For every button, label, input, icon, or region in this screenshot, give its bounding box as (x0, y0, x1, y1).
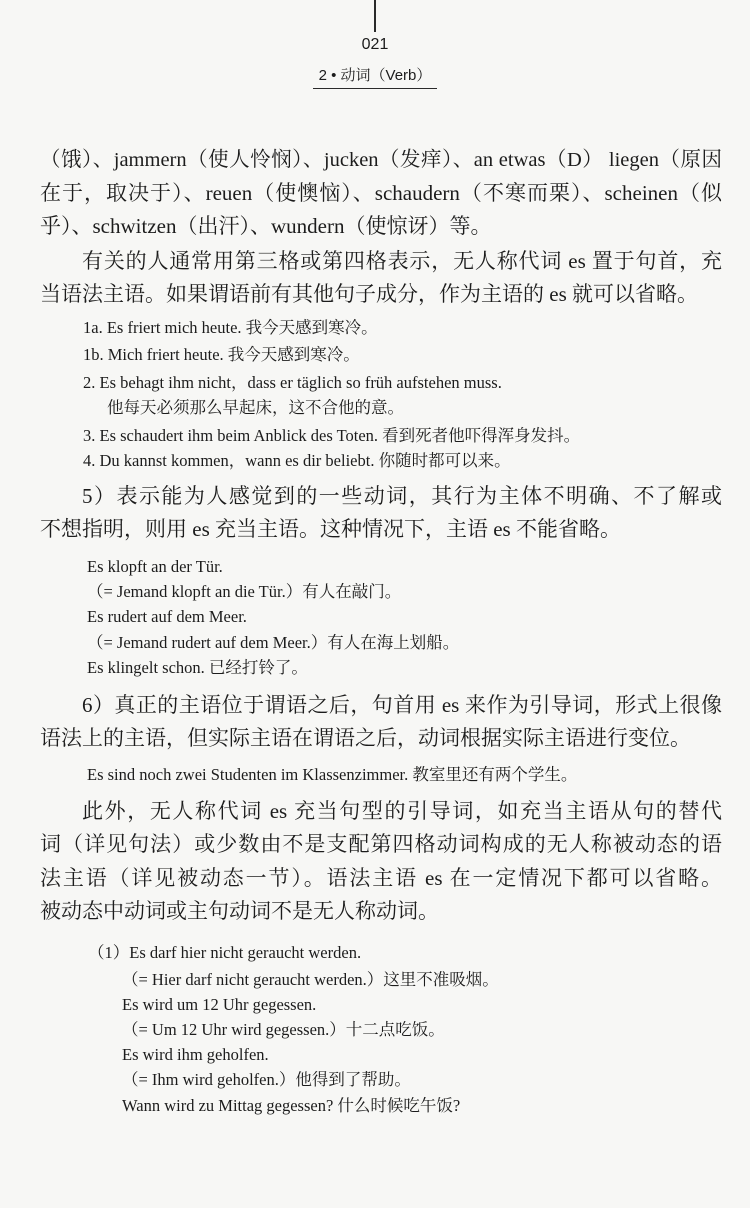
example-line: （= Jemand rudert auf dem Meer.）有人在海上划船。 (87, 633, 460, 652)
paragraph-line: 5）表示能为人感觉到的一些动词，其行为主体不明确、不了解或 (82, 484, 722, 508)
example-line: （= Um 12 Uhr wird gegessen.）十二点吃饭。 (122, 1020, 445, 1039)
example-line: 2. Es behagt ihm nicht，dass er täglich so früh aufstehen muss. (83, 373, 502, 392)
example-line: （1）Es darf hier nicht geraucht werden. (88, 943, 362, 962)
paragraph-line: 有关的人通常用第三格或第四格表示，无人称代词 es 置于句首，充 (82, 249, 722, 273)
paragraph-line: （饿）、jammern（使人怜悯）、jucken（发痒）、an etwas（D） liegen（原因 (40, 149, 722, 171)
example-line: （= Jemand klopft an die Tür.）有人在敲门。 (87, 582, 402, 601)
example-line: （= Hier darf nicht geraucht werden.）这里不准吸烟。 (122, 970, 499, 989)
paragraph-line: 不想指明，则用 es 充当主语。这种情况下，主语 es 不能省略。 (40, 517, 621, 541)
paragraph-line: 在于，取决于）、reuen（使懊恼）、schaudern（不寒而栗）、scheinen（似 (40, 181, 722, 205)
example-line: 4. Du kannst kommen，wann es dir beliebt. 你随时都可以来。 (83, 451, 511, 470)
paragraph-line: 6）真正的主语位于谓语之后，句首用 es 来作为引导词，形式上很像 (82, 693, 722, 717)
header-rule (374, 0, 376, 32)
paragraph-line: 语法上的主语，但实际主语在谓语之后，动词根据实际主语进行变位。 (40, 726, 691, 750)
example-line: 1b. Mich friert heute. 我今天感到寒冷。 (83, 345, 360, 364)
example-line: （= Ihm wird geholfen.）他得到了帮助。 (122, 1070, 411, 1089)
example-line: Wann wird zu Mittag gegessen? 什么时候吃午饭? (122, 1096, 461, 1115)
running-header (0, 64, 750, 89)
example-line: Es sind noch zwei Studenten im Klassenzimmer. 教室里还有两个学生。 (87, 765, 578, 784)
paragraph-line: 当语法主语。如果谓语前有其他句子成分，作为主语的 es 就可以省略。 (40, 282, 698, 306)
paragraph-line: 乎）、schwitzen（出汗）、wundern（使惊讶）等。 (40, 214, 492, 238)
example-line: Es wird um 12 Uhr gegessen. (122, 995, 317, 1014)
example-line: 他每天必须那么早起床，这不合他的意。 (107, 398, 404, 417)
example-line: Es rudert auf dem Meer. (87, 607, 247, 626)
paragraph-line: 词（详见句法）或少数由不是支配第四格动词构成的无人称被动态的语 (40, 832, 722, 856)
example-line: 1a. Es friert mich heute. 我今天感到寒冷。 (83, 318, 378, 337)
section-title: 2 • 动词（Verb） (313, 64, 438, 89)
example-line: Es wird ihm geholfen. (122, 1045, 269, 1064)
paragraph-line: 法主语（详见被动态一节）。语法主语 es 在一定情况下都可以省略。 (40, 866, 722, 890)
paragraph-line: 此外，无人称代词 es 充当句型的引导词，如充当主语从句的替代 (82, 799, 722, 823)
page-number: 021 (361, 36, 389, 53)
example-line: Es klingelt schon. 已经打铃了。 (87, 658, 308, 677)
paragraph-line: 被动态中动词或主句动词不是无人称动词。 (40, 899, 439, 923)
example-line: Es klopft an der Tür. (87, 557, 223, 576)
example-line: 3. Es schaudert ihm beim Anblick des Toten. 看到死者他吓得浑身发抖。 (83, 426, 581, 445)
